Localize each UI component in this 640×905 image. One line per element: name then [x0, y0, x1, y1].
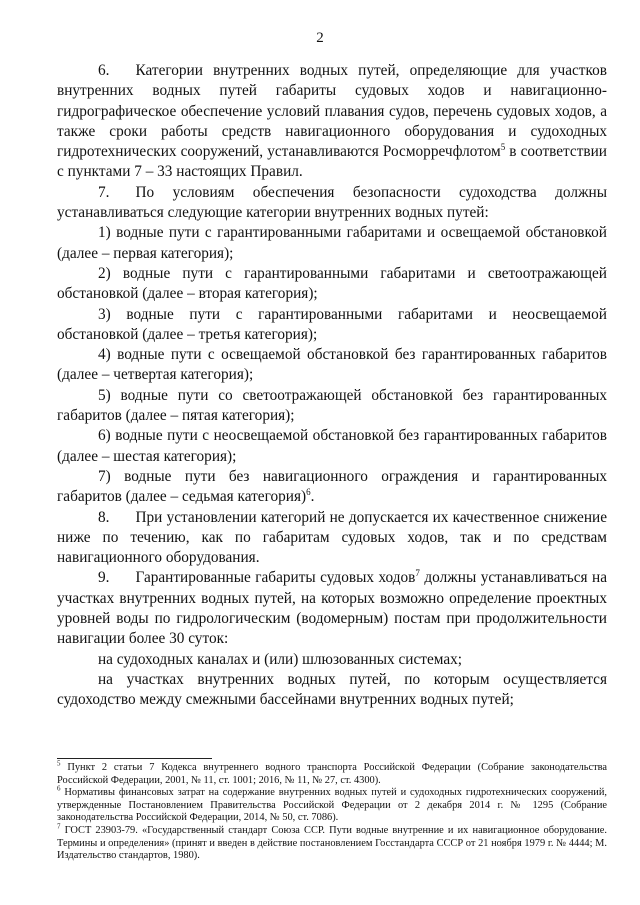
category-item-3: 3) водные пути с гарантированными габаритами и неосвещаемой обстановкой (далее – третья категория); — [57, 305, 607, 343]
paragraph-7 — [57, 183, 607, 224]
paragraph-text: Гарантированные габариты судовых ходов — [135, 569, 416, 587]
category-item-tail: . — [310, 488, 315, 506]
list-item: на участках внутренних водных путей, по которым осуществляется судоходство между смежными бассейнами внутренних водных путей; — [57, 670, 607, 709]
document-body — [57, 61, 607, 711]
footnote-text: Пункт 2 статьи 7 Кодекса внутреннего водного транспорта Российской Федерации (Собрание законодательства Российской Федерации, 2001, № 11, ст. 1001; 2016, № 11, № 27, ст. 4300). — [57, 762, 607, 786]
paragraph-text-tail: в соответствии с пунктами 7 – 33 настоящих Правил. — [57, 143, 607, 181]
category-item-2: 2) водные пути с гарантированными габаритами и светоотражающей обстановкой (далее – вторая категория); — [57, 264, 607, 303]
paragraph-text: По условиям обеспечения безопасности судоходства должны устанавливаться следующие категории внутренних водных путей: — [57, 183, 607, 222]
category-item-text: 7) водные пути без навигационного ограждения и гарантированных габаритов (далее – седьмая категория) — [57, 467, 607, 506]
footnotes — [57, 759, 607, 863]
footnote-ref: 5 — [500, 142, 506, 153]
footnote-7 — [57, 822, 607, 863]
footnote-mark: 7 — [57, 822, 61, 831]
footnote-text: ГОСТ 23903-79. «Государственный стандарт Союза ССР. Пути водные внутренние и их навигационное оборудование. Термины и определения» (принят и введен в действие постановлением Госстандарта СССР от 21 ноября 1979 г. № 4444; М. Издательство стандартов, 1980). — [57, 824, 607, 862]
category-item-4: 4) водные пути с освещаемой обстановкой без гарантированных габаритов (далее – четвертая категория); — [57, 346, 607, 384]
footnote-6 — [57, 784, 607, 825]
page-number: 2 — [316, 30, 324, 46]
footnote-text: Нормативы финансовых затрат на содержание внутренних водных путей и судоходных гидротехнических сооружений, утвержденные Постановлением Правительства Российской Федерации от 2 декабря 2014 г. № 1295 (Собрание законодательства Российской Федерации, 2014, № 50, ст. 7086). — [57, 787, 607, 824]
category-item-5: 5) водные пути со светоотражающей обстановкой без гарантированных габаритов (далее – пятая категория); — [57, 386, 607, 425]
category-item-1: 1) водные пути с гарантированными габаритами и освещаемой обстановкой (далее – первая категория); — [57, 224, 607, 262]
paragraph-number: 7. — [98, 183, 110, 201]
footnote-mark: 6 — [57, 784, 61, 793]
footnote-5 — [57, 759, 607, 787]
paragraph-6 — [57, 61, 607, 183]
paragraph-9 — [57, 568, 607, 649]
paragraph-text-tail: должны устанавливаться на участках внутренних водных путей, на которых возможно определение проектных уровней воды по гидрологическим (водомерным) постам при продолжительности навигации более 30 суток: — [57, 569, 607, 648]
paragraph-number: 6. — [98, 62, 110, 79]
paragraph-number: 9. — [98, 569, 110, 587]
paragraph-text: Категории внутренних водных путей, определяющие для участков внутренних водных путей габариты судовых ходов и навигационно-гидрографическое обеспечение условий плавания судов, перечень судовых ходов, а также сроки работы средств навигационного оборудования и судоходных гидротехнических сооружений, устанавливаются Росморречфлотом — [57, 62, 607, 161]
category-item-6: 6) водные пути с неосвещаемой обстановкой без гарантированных габаритов (далее – шестая категория); — [57, 427, 607, 465]
footnote-ref: 6 — [306, 487, 311, 498]
list-item: на судоходных каналах и (или) шлюзованных системах; — [98, 650, 463, 668]
footnote-ref: 7 — [415, 568, 420, 579]
category-item-7 — [57, 467, 607, 508]
footnote-divider — [57, 758, 212, 759]
footnote-mark: 5 — [57, 759, 61, 768]
paragraph-8 — [57, 508, 607, 569]
paragraph-number: 8. — [98, 508, 110, 526]
paragraph-text: При установлении категорий не допускается их качественное снижение ниже по течению, как по габаритам судовых ходов, так и по средствам навигационного оборудования. — [57, 508, 607, 567]
